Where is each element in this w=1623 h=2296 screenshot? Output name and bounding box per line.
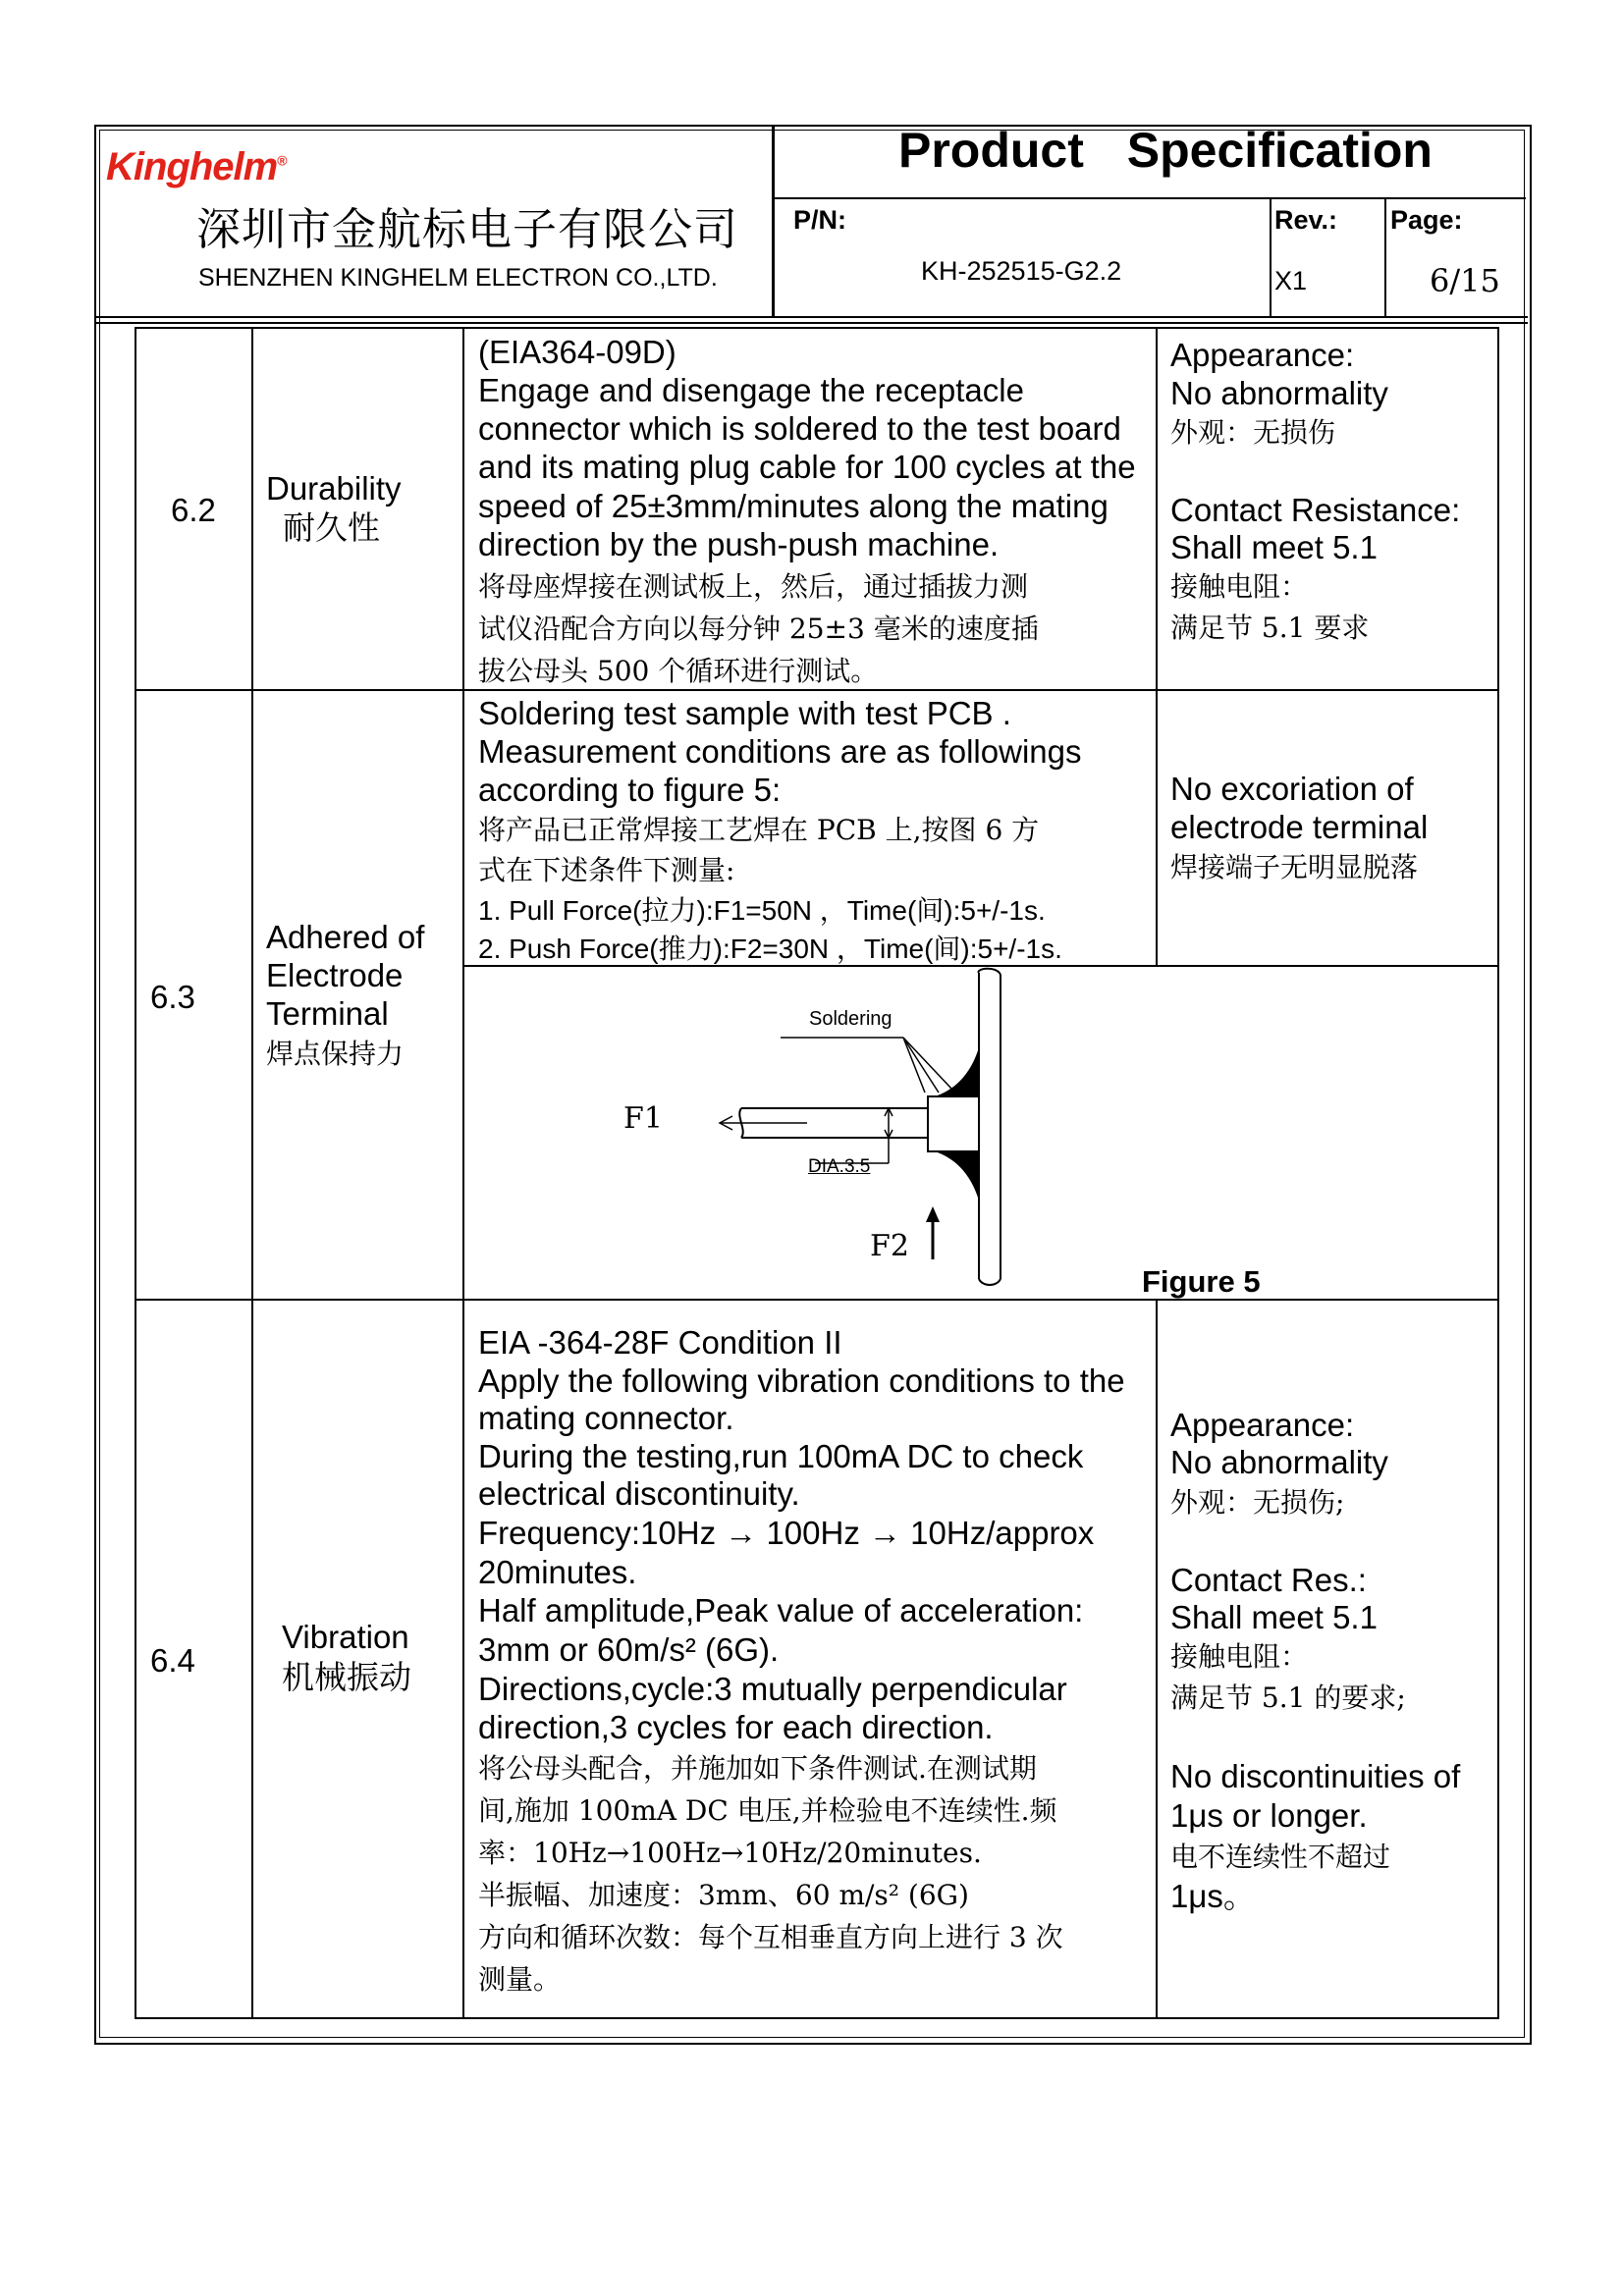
requirement-line: 1μs。 <box>1170 1878 1256 1914</box>
rev-value: X1 <box>1274 266 1308 295</box>
requirement-line: 满足节 5.1 的要求; <box>1170 1682 1406 1714</box>
row-6-2-number: 6.2 <box>171 492 216 528</box>
item-line: 焊点保持力 <box>266 1038 405 1070</box>
condition-line: 式在下述条件下测量: <box>478 854 735 886</box>
condition-line: During the testing,run 100mA DC to check <box>478 1438 1084 1474</box>
condition-line: Apply the following vibration conditions to the <box>478 1362 1125 1399</box>
condition-line: 拔公母头 500 个循环进行测试。 <box>478 655 879 687</box>
condition-line: EIA -364-28F Condition II <box>478 1324 842 1361</box>
condition-line: according to figure 5: <box>478 772 782 808</box>
page-label: Page: <box>1390 205 1463 235</box>
condition-line: 将产品已正常焊接工艺焊在 PCB 上,按图 6 方 <box>478 814 1040 846</box>
requirement-line: 外观：无损伤 <box>1170 416 1336 449</box>
requirement-line: 外观：无损伤; <box>1170 1486 1345 1519</box>
page-divider <box>1384 197 1386 317</box>
col-divider-cond-6-2-6-3 <box>1156 327 1158 966</box>
requirement-line: Appearance: <box>1170 337 1355 373</box>
requirement-line: 接触电阻： <box>1170 1640 1309 1673</box>
requirement-line: 电不连续性不超过 <box>1170 1841 1391 1873</box>
condition-line: (EIA364-09D) <box>478 334 676 370</box>
requirement-line: Contact Res.: <box>1170 1562 1367 1598</box>
page-number: 6/15 <box>1430 262 1500 299</box>
col-divider-cond-6-4 <box>1156 1299 1158 2018</box>
condition-line: 1. Pull Force(拉力):F1=50N ，Time(间):5+/-1s. <box>478 895 1046 926</box>
row-divider-6-3 <box>135 1299 1498 1301</box>
condition-line: 2. Push Force(推力):F2=30N ，Time(间):5+/-1s. <box>478 934 1062 964</box>
condition-line: connector which is soldered to the test board <box>478 410 1121 447</box>
condition-line: direction,3 cycles for each direction. <box>478 1709 994 1745</box>
company-name-cn: 深圳市金航标电子有限公司 <box>196 203 739 255</box>
col-divider-item <box>462 327 464 2019</box>
figure-caption: Figure 5 <box>1142 1264 1261 1299</box>
requirement-line: No abnormality <box>1170 1444 1388 1480</box>
requirement-line: 1μs or longer. <box>1170 1797 1368 1834</box>
condition-line: 将公母头配合，并施加如下条件测试.在测试期 <box>478 1752 1037 1785</box>
condition-line: 20minutes. <box>478 1554 637 1590</box>
condition-line: speed of 25±3mm/minutes along the mating <box>478 488 1109 524</box>
condition-line: 半振幅、加速度：3mm、60 m/s² (6G) <box>478 1879 969 1911</box>
requirement-line: No excoriation of <box>1170 771 1414 807</box>
condition-line: mating connector. <box>478 1400 734 1436</box>
condition-line: direction by the push-push machine. <box>478 526 1000 562</box>
pn-value: KH-252515-G2.2 <box>921 256 1122 286</box>
row-6-4-item-cn: 机械振动 <box>282 1658 411 1696</box>
figure-dia-label: DIA.3.5 <box>808 1156 871 1177</box>
table-right-border <box>1497 327 1499 2019</box>
row-6-3-number: 6.3 <box>150 979 195 1015</box>
condition-line: 测量。 <box>478 1963 562 1996</box>
condition-line: 间,施加 100mA DC 电压,并检验电不连续性.频 <box>478 1794 1057 1827</box>
table-top-border <box>135 327 1498 329</box>
item-line: Electrode <box>266 957 404 993</box>
condition-line: Half amplitude,Peak value of acceleration: <box>478 1592 1084 1629</box>
row-6-2-item-en: Durability <box>266 470 402 507</box>
condition-line: 试仪沿配合方向以每分钟 25±3 毫米的速度插 <box>478 613 1039 645</box>
rev-label: Rev.: <box>1274 205 1338 235</box>
requirement-line: No discontinuities of <box>1170 1758 1461 1794</box>
condition-line: Frequency:10Hz → 100Hz → 10Hz/approx <box>478 1515 1095 1551</box>
condition-line: 将母座焊接在测试板上，然后，通过插拔力测 <box>478 570 1029 603</box>
condition-line: electrical discontinuity. <box>478 1475 800 1512</box>
kinghelm-logo: Kinghelm® <box>106 145 287 188</box>
table-bottom-border <box>135 2017 1498 2019</box>
row-6-4-number: 6.4 <box>150 1642 195 1679</box>
col-divider-no <box>251 327 253 2019</box>
header-divider-double-bottom <box>96 322 1528 324</box>
requirement-line: Contact Resistance: <box>1170 492 1461 528</box>
figure-f2-label: F2 <box>870 1229 909 1263</box>
requirement-line: No abnormality <box>1170 375 1388 411</box>
requirement-line: 接触电阻： <box>1170 570 1309 603</box>
condition-line: 方向和循环次数：每个互相垂直方向上进行 3 次 <box>478 1921 1063 1953</box>
condition-line: 3mm or 60m/s² (6G). <box>478 1631 780 1668</box>
requirement-line: Shall meet 5.1 <box>1170 1599 1378 1635</box>
requirement-line: Appearance: <box>1170 1407 1355 1443</box>
condition-line: Engage and disengage the receptacle <box>478 372 1024 408</box>
row-6-4-item-en: Vibration <box>282 1619 409 1655</box>
figure-f1-label: F1 <box>623 1101 663 1136</box>
header-vertical-divider <box>772 125 775 318</box>
requirement-line: electrode terminal <box>1170 809 1429 845</box>
item-line: Adhered of <box>266 919 425 955</box>
requirement-line: Shall meet 5.1 <box>1170 529 1378 565</box>
header-title-divider <box>774 197 1526 199</box>
document-title: Product Specification <box>898 123 1433 178</box>
item-line: Terminal <box>266 995 389 1032</box>
condition-line: Measurement conditions are as followings <box>478 733 1082 770</box>
header-divider-double-top <box>96 316 1528 318</box>
requirement-line: 满足节 5.1 要求 <box>1170 612 1370 644</box>
condition-line: Directions,cycle:3 mutually perpendicular <box>478 1671 1067 1707</box>
row-6-2-item-cn: 耐久性 <box>283 508 380 547</box>
condition-line: 率：10Hz→100Hz→10Hz/20minutes. <box>478 1837 982 1869</box>
condition-line: Soldering test sample with test PCB . <box>478 695 1011 731</box>
company-name-en: SHENZHEN KINGHELM ELECTRON CO.,LTD. <box>198 264 718 292</box>
requirement-line: 焊接端子无明显脱落 <box>1170 851 1419 883</box>
condition-line: and its mating plug cable for 100 cycles at the <box>478 449 1136 485</box>
figure-soldering-label: Soldering <box>809 1008 893 1030</box>
table-left-border <box>135 327 136 2019</box>
pn-label: P/N: <box>793 205 846 235</box>
rev-divider <box>1270 197 1271 317</box>
